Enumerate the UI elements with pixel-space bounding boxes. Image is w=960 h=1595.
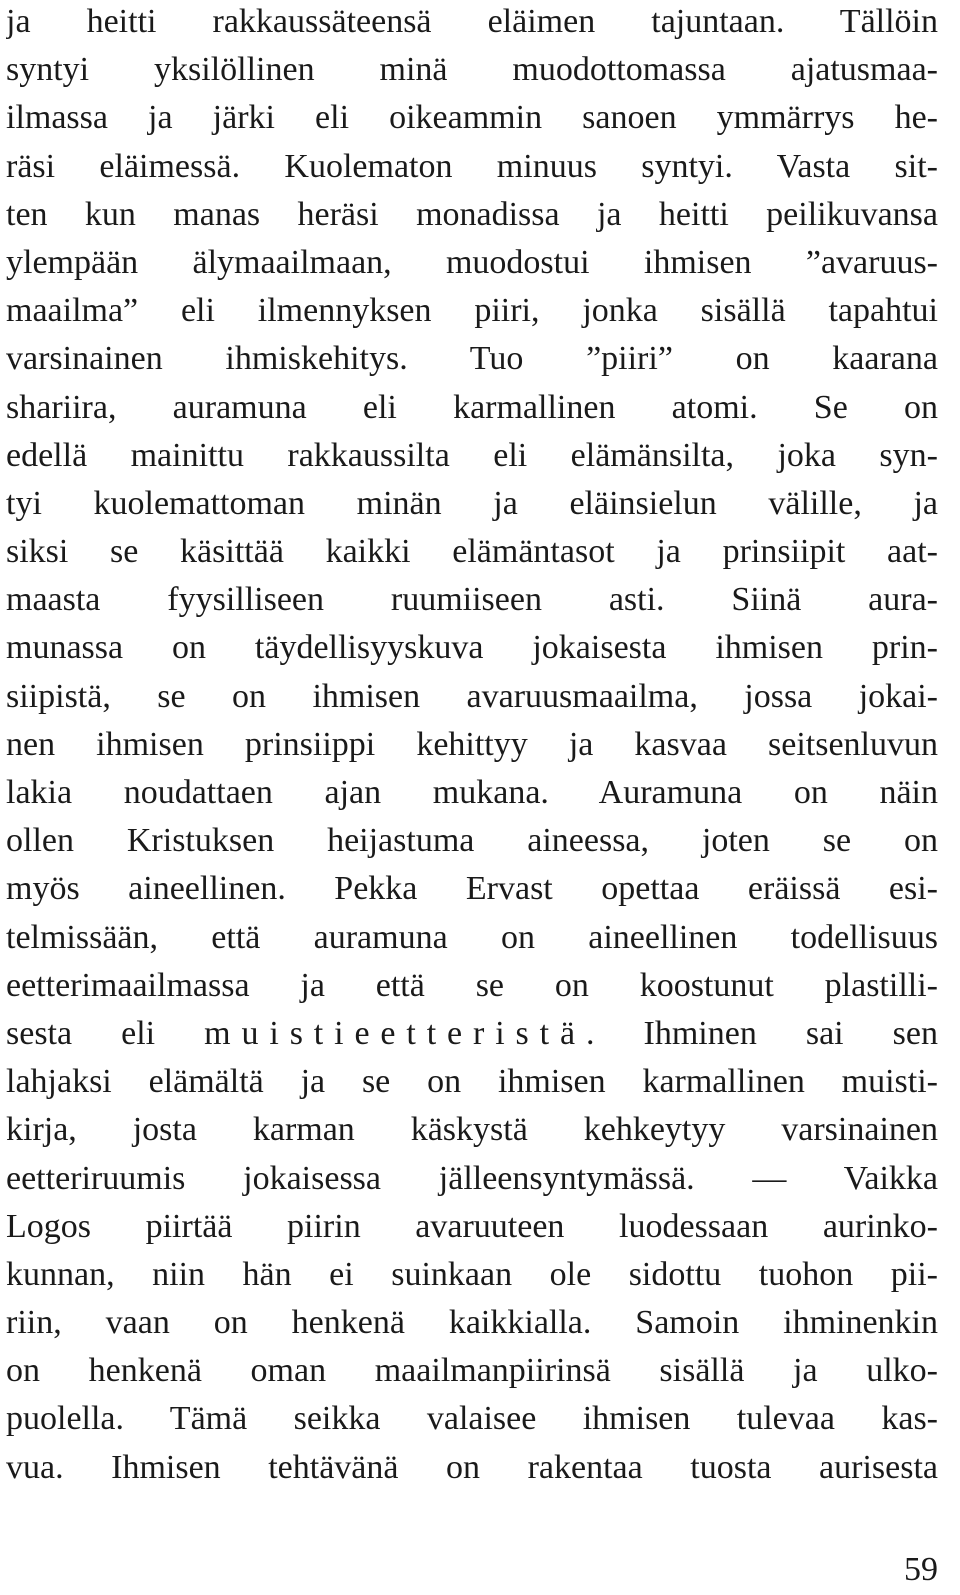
- text-line: shariira, auramuna eli karmallinen atomi. Se on: [6, 388, 938, 426]
- text-segment: . Ihminen sai sen: [585, 1014, 938, 1052]
- text-line: nen ihmisen prinsiippi kehittyy ja kasvaa seitsenluvun: [6, 725, 938, 763]
- text-line: ollen Kristuksen heijastuma aineessa, joten se on: [6, 822, 938, 860]
- text-line: myös aineellinen. Pekka Ervast opettaa eräissä esi-: [6, 870, 938, 908]
- emphasized-word: muistieetteristä: [204, 1014, 586, 1052]
- text-line-spaced-word: [6, 1012, 938, 1060]
- text-line: siksi se käsittää kaikki elämäntasot ja prinsiipit aat-: [6, 533, 938, 571]
- text-line: maailma” eli ilmennyksen piiri, jonka sisällä tapahtui: [6, 292, 938, 330]
- text-line: ten kun manas heräsi monadissa ja heitti peilikuvansa: [6, 195, 938, 233]
- text-line: ja heitti rakkaussäteensä eläimen tajuntaan. Tällöin: [6, 3, 938, 40]
- text-line: lakia noudattaen ajan mukana. Auramuna on näin: [6, 774, 938, 811]
- text-line: on henkenä oman maailmanpiirinsä sisällä ja ulko-: [6, 1352, 938, 1390]
- text-line: ylempään älymaailmaan, muodostui ihmisen ”avaruus-: [6, 243, 938, 281]
- text-line: maasta fyysilliseen ruumiiseen asti. Siinä aura-: [6, 581, 938, 619]
- text-line: edellä mainittu rakkaussilta eli elämänsilta, joka syn-: [6, 436, 938, 474]
- text-line: kirja, josta karman käskystä kehkeytyy varsinainen: [6, 1111, 938, 1149]
- text-line: Logos piirtää piirin avaruuteen luodessaan aurinko-: [6, 1207, 938, 1245]
- text-line: kunnan, niin hän ei suinkaan ole sidottu tuohon pii-: [6, 1255, 938, 1293]
- text-line: puolella. Tämä seikka valaisee ihmisen tulevaa kas-: [6, 1400, 938, 1438]
- text-line: tyi kuolemattoman minän ja eläinsielun välille, ja: [6, 484, 938, 522]
- text-line: lahjaksi elämältä ja se on ihmisen karmallinen muisti-: [6, 1063, 938, 1101]
- text-line: riin, vaan on henkenä kaikkialla. Samoin ihminenkin: [6, 1304, 938, 1342]
- page-number: 59: [904, 1551, 938, 1588]
- text-line: syntyi yksilöllinen minä muodottomassa ajatusmaa-: [6, 51, 938, 89]
- text-line: ilmassa ja järki eli oikeammin sanoen ymmärrys he-: [6, 99, 938, 137]
- body-text: [6, 0, 938, 1494]
- text-line: varsinainen ihmiskehitys. Tuo ”piiri” on kaarana: [6, 340, 938, 378]
- text-line: vua. Ihmisen tehtävänä on rakentaa tuosta aurisesta: [6, 1448, 938, 1486]
- text-line: munassa on täydellisyyskuva jokaisesta ihmisen prin-: [6, 629, 938, 667]
- text-line: eetteriruumis jokaisessa jälleensyntymässä. — Vaikka: [6, 1159, 938, 1197]
- text-segment: sesta eli: [6, 1014, 205, 1052]
- text-line: telmissään, että auramuna on aineellinen todellisuus: [6, 918, 938, 956]
- text-line: eetterimaailmassa ja että se on koostunut plastilli-: [6, 966, 938, 1004]
- text-line: siipistä, se on ihmisen avaruusmaailma, jossa jokai-: [6, 677, 938, 715]
- text-line: räsi eläimessä. Kuolematon minuus syntyi. Vasta sit-: [6, 147, 938, 185]
